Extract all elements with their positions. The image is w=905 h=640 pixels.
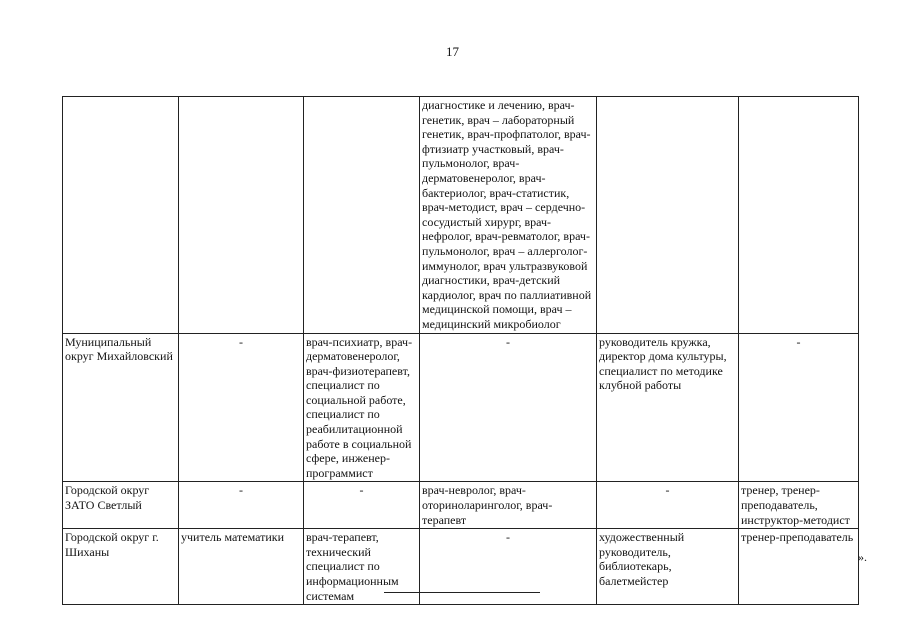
table-cell: - — [739, 333, 859, 482]
table-cell: - — [179, 333, 304, 482]
table-cell: - — [420, 333, 597, 482]
table-cell: тренер, тренер-преподаватель, инструктор-методист — [739, 482, 859, 529]
table-cell: - — [420, 529, 597, 605]
table-cell — [597, 97, 739, 334]
table-cell: Городской округ ЗАТО Светлый — [63, 482, 179, 529]
closing-quote: ». — [858, 550, 867, 564]
table-cell: Муниципальный округ Михайловский — [63, 333, 179, 482]
table-cell — [304, 97, 420, 334]
table-cell: врач-терапевт, технический специалист по информационным системам — [304, 529, 420, 605]
municipal-vacancies-table — [62, 96, 859, 605]
table-row — [63, 333, 859, 482]
footer-divider — [384, 592, 540, 593]
table-cell: врач-невролог, врач-оториноларинголог, врач-терапевт — [420, 482, 597, 529]
table-cell: тренер-преподаватель — [739, 529, 859, 605]
table-cell — [179, 97, 304, 334]
table-cell: учитель математики — [179, 529, 304, 605]
table-cell: - — [179, 482, 304, 529]
page-number: 17 — [446, 44, 459, 59]
table-cell: врач-психиатр, врач-дерматовенеролог, врач-физиотерапевт, специалист по социальной работе, специалист по реабилитационной работе в социальной сфере, инженер-программист — [304, 333, 420, 482]
table-cell: диагностике и лечению, врач-генетик, врач – лабораторный генетик, врач-профпатолог, врач-фтизиатр участковый, врач-пульмонолог, врач-дерматовенеролог, врач-бактериолог, врач-статистик, врач-методист, врач – сердечно-сосудистый хирург, врач-нефролог, врач-ревматолог, врач-пульмонолог, врач – аллерголог-иммунолог, врач ультразвуковой диагностики, врач-детский кардиолог, врач по паллиативной медицинской помощи, врач – медицинский микробиолог — [420, 97, 597, 334]
table-cell: - — [597, 482, 739, 529]
table-cell — [63, 97, 179, 334]
table-cell: - — [304, 482, 420, 529]
table-row — [63, 97, 859, 334]
table-row — [63, 482, 859, 529]
table-row — [63, 529, 859, 605]
table-cell — [739, 97, 859, 334]
table-cell: Городской округ г. Шиханы — [63, 529, 179, 605]
table-cell: художественный руководитель, библиотекарь, балетмейстер — [597, 529, 739, 605]
table-cell: руководитель кружка, директор дома культуры, специалист по методике клубной работы — [597, 333, 739, 482]
